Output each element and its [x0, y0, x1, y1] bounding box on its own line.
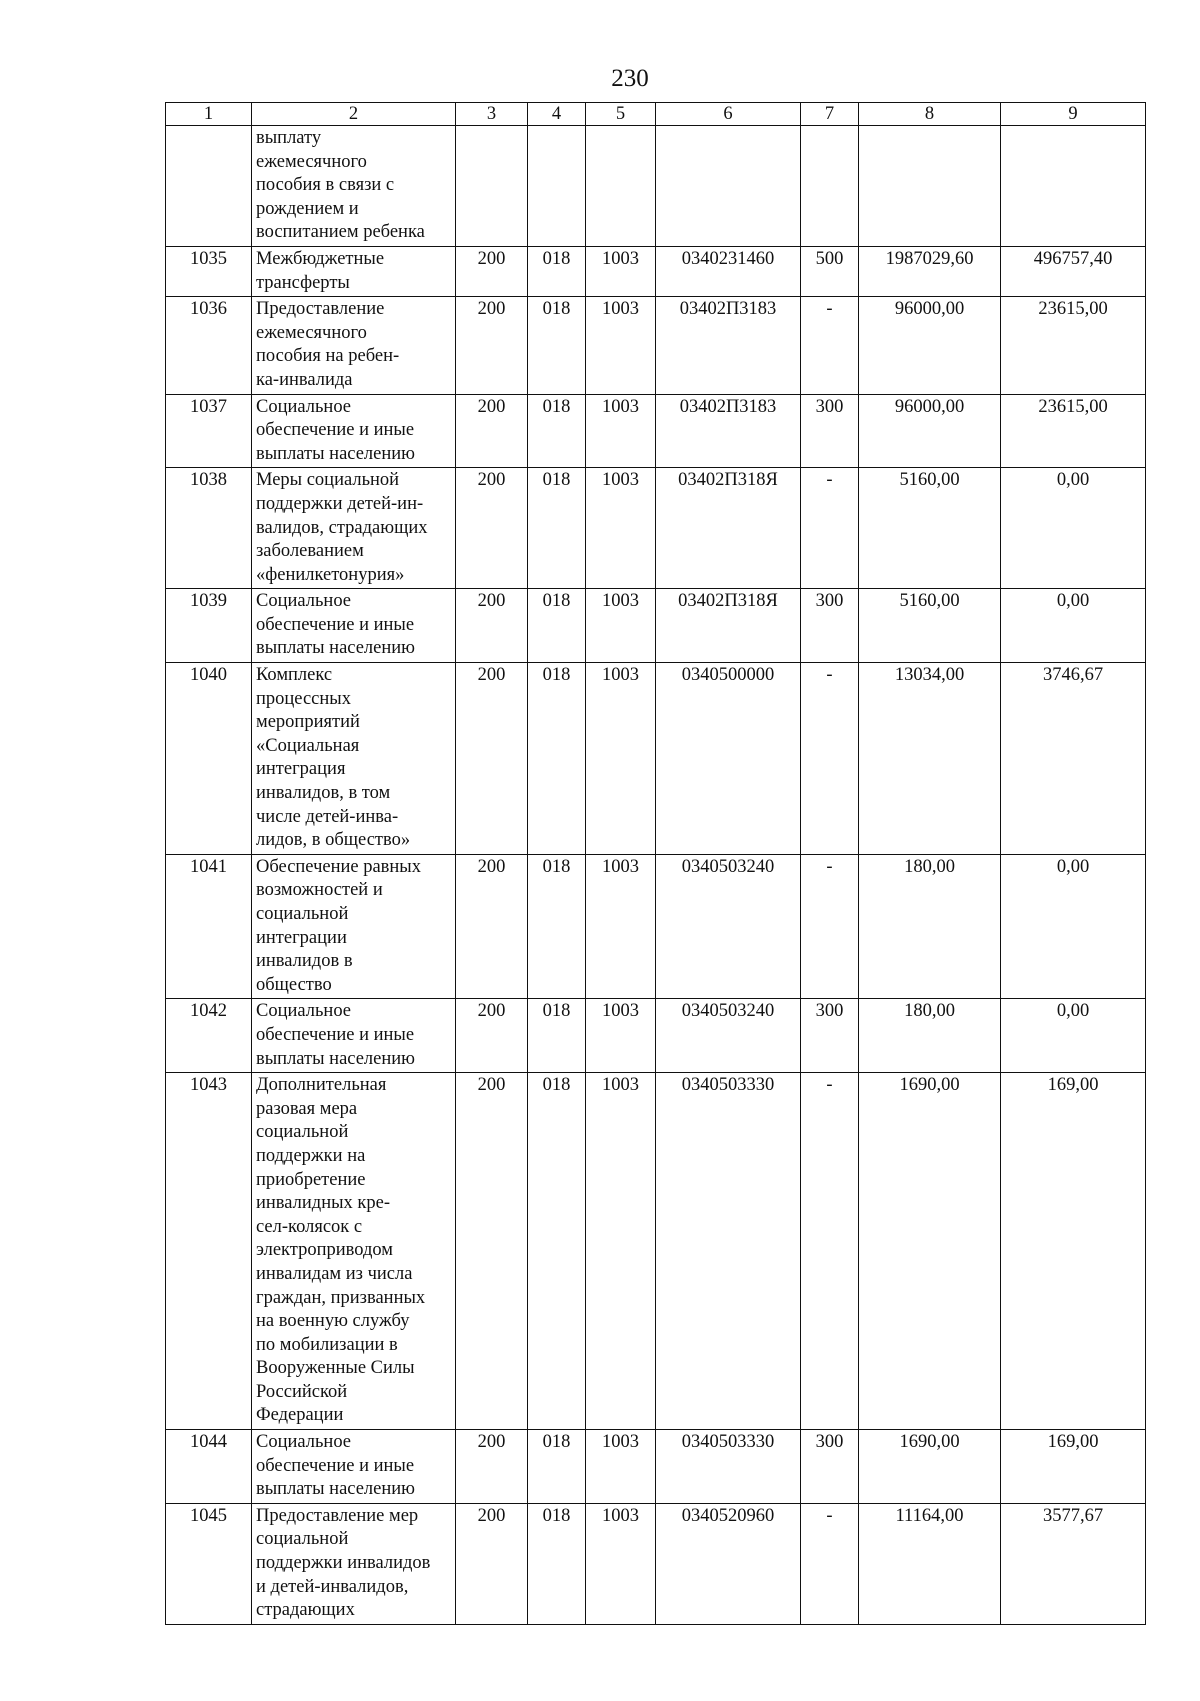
- target-article-code: 03402П318Я: [656, 589, 801, 663]
- expense-type-code: -: [801, 1503, 859, 1624]
- item-name-line: Вооруженные Силы: [256, 1358, 415, 1379]
- item-name-line: Социальное: [256, 1001, 352, 1022]
- amount-executed: 3746,67: [1001, 663, 1146, 855]
- item-name-line: выплаты населению: [256, 1048, 415, 1069]
- amount-plan: [859, 126, 1001, 247]
- item-name-line: лидов, в общество»: [256, 830, 411, 851]
- admin-code: 200: [456, 297, 528, 394]
- ministry-code: 018: [528, 1430, 586, 1504]
- item-name-line: Федерации: [256, 1405, 344, 1426]
- amount-executed: 169,00: [1001, 1073, 1146, 1430]
- section-code: 1003: [586, 1073, 656, 1430]
- column-header: 4: [528, 103, 586, 126]
- amount-executed: 0,00: [1001, 854, 1146, 999]
- ministry-code: 018: [528, 999, 586, 1073]
- admin-code: 200: [456, 1503, 528, 1624]
- item-name-line: по мобилизации в: [256, 1334, 398, 1355]
- item-name-line: обеспечение и иные: [256, 1455, 415, 1476]
- item-name-line: числе детей-инва-: [256, 806, 399, 827]
- item-name: [252, 1503, 456, 1624]
- section-code: 1003: [586, 999, 656, 1073]
- ministry-code: 018: [528, 468, 586, 589]
- item-name: [252, 246, 456, 296]
- section-code: 1003: [586, 589, 656, 663]
- item-name-line: Предоставление мер: [256, 1505, 419, 1526]
- admin-code: 200: [456, 589, 528, 663]
- amount-executed: 0,00: [1001, 589, 1146, 663]
- table-row: [166, 1073, 1146, 1430]
- row-number: 1042: [166, 999, 252, 1073]
- item-name-line: и детей-инвалидов,: [256, 1576, 409, 1597]
- item-name-line: сел-колясок с: [256, 1216, 363, 1237]
- item-name: [252, 394, 456, 468]
- item-name-line: Социальное: [256, 396, 352, 417]
- row-number: 1037: [166, 394, 252, 468]
- amount-executed: 169,00: [1001, 1430, 1146, 1504]
- ministry-code: 018: [528, 1073, 586, 1430]
- column-header: 6: [656, 103, 801, 126]
- amount-plan: 1690,00: [859, 1073, 1001, 1430]
- amount-executed: 3577,67: [1001, 1503, 1146, 1624]
- item-name-line: мероприятий: [256, 712, 360, 733]
- table-row: [166, 394, 1146, 468]
- section-code: 1003: [586, 297, 656, 394]
- item-name-line: инвалидов, в том: [256, 783, 391, 804]
- amount-executed: 0,00: [1001, 999, 1146, 1073]
- admin-code: 200: [456, 663, 528, 855]
- row-number: 1035: [166, 246, 252, 296]
- expense-type-code: 300: [801, 1430, 859, 1504]
- table-row: [166, 999, 1146, 1073]
- column-header: 2: [252, 103, 456, 126]
- item-name: [252, 297, 456, 394]
- item-name-line: на военную службу: [256, 1311, 410, 1332]
- amount-plan: 180,00: [859, 999, 1001, 1073]
- item-name-line: интеграция: [256, 759, 346, 780]
- section-code: 1003: [586, 1430, 656, 1504]
- row-number: 1039: [166, 589, 252, 663]
- amount-plan: 96000,00: [859, 297, 1001, 394]
- column-header: 3: [456, 103, 528, 126]
- amount-executed: 0,00: [1001, 468, 1146, 589]
- item-name-line: Обеспечение равных: [256, 856, 421, 877]
- amount-plan: 13034,00: [859, 663, 1001, 855]
- admin-code: 200: [456, 394, 528, 468]
- row-number: 1044: [166, 1430, 252, 1504]
- item-name-line: Предоставление: [256, 299, 385, 320]
- header-row: [166, 103, 1146, 126]
- table-row: [166, 246, 1146, 296]
- item-name-line: выплаты населению: [256, 638, 415, 659]
- item-name-line: трансферты: [256, 272, 350, 293]
- amount-plan: 11164,00: [859, 1503, 1001, 1624]
- item-name-line: ежемесячного: [256, 151, 367, 172]
- ministry-code: 018: [528, 297, 586, 394]
- item-name-line: страдающих: [256, 1600, 355, 1621]
- row-number: 1041: [166, 854, 252, 999]
- admin-code: [456, 126, 528, 247]
- expense-type-code: -: [801, 297, 859, 394]
- column-header: 7: [801, 103, 859, 126]
- item-name-line: Комплекс: [256, 665, 333, 686]
- section-code: 1003: [586, 246, 656, 296]
- item-name-line: социальной: [256, 904, 349, 924]
- target-article-code: 03402П3183: [656, 394, 801, 468]
- column-header: 9: [1001, 103, 1146, 126]
- item-name-line: приобретение: [256, 1169, 366, 1190]
- item-name-line: интеграции: [256, 927, 347, 948]
- row-number: 1043: [166, 1073, 252, 1430]
- section-code: 1003: [586, 854, 656, 999]
- amount-plan: 1987029,60: [859, 246, 1001, 296]
- amount-plan: 180,00: [859, 854, 1001, 999]
- ministry-code: 018: [528, 854, 586, 999]
- item-name-line: обеспечение и иные: [256, 420, 415, 441]
- item-name-line: инвалидов в: [256, 951, 353, 972]
- section-code: 1003: [586, 394, 656, 468]
- row-number: 1045: [166, 1503, 252, 1624]
- column-header: 1: [166, 103, 252, 126]
- expense-type-code: -: [801, 663, 859, 855]
- item-name-line: Меры социальной: [256, 470, 400, 491]
- row-number: 1040: [166, 663, 252, 855]
- item-name-line: электроприводом: [256, 1240, 393, 1261]
- row-number: [166, 126, 252, 247]
- item-name-line: Социальное: [256, 591, 352, 612]
- item-name-line: обеспечение и иные: [256, 1024, 415, 1045]
- item-name-line: заболеванием: [256, 541, 364, 562]
- column-header: 5: [586, 103, 656, 126]
- amount-executed: 23615,00: [1001, 297, 1146, 394]
- item-name-line: «Социальная: [256, 735, 360, 756]
- item-name-line: поддержки детей-ин-: [256, 493, 424, 514]
- admin-code: 200: [456, 854, 528, 999]
- item-name: [252, 468, 456, 589]
- admin-code: 200: [456, 468, 528, 589]
- expense-type-code: -: [801, 854, 859, 999]
- expense-type-code: -: [801, 468, 859, 589]
- target-article-code: 03402П318Я: [656, 468, 801, 589]
- ministry-code: 018: [528, 394, 586, 468]
- admin-code: 200: [456, 246, 528, 296]
- item-name-line: инвалидам из числа: [256, 1263, 413, 1284]
- item-name: [252, 999, 456, 1073]
- expense-type-code: 300: [801, 394, 859, 468]
- expense-type-code: 500: [801, 246, 859, 296]
- row-number: 1038: [166, 468, 252, 589]
- table-row: [166, 1430, 1146, 1504]
- admin-code: 200: [456, 1073, 528, 1430]
- table-row: [166, 663, 1146, 855]
- table-row: [166, 468, 1146, 589]
- column-header: 8: [859, 103, 1001, 126]
- item-name: [252, 589, 456, 663]
- item-name-line: возможностей и: [256, 880, 383, 901]
- item-name: [252, 663, 456, 855]
- item-name-line: рождением и: [256, 198, 359, 219]
- ministry-code: 018: [528, 589, 586, 663]
- table-row: [166, 1503, 1146, 1624]
- amount-executed: [1001, 126, 1146, 247]
- item-name-line: инвалидных кре-: [256, 1193, 391, 1214]
- item-name-line: обеспечение и иные: [256, 614, 415, 635]
- target-article-code: 0340231460: [656, 246, 801, 296]
- item-name-line: поддержки инвалидов: [256, 1553, 431, 1574]
- item-name: [252, 1430, 456, 1504]
- item-name-line: граждан, призванных: [256, 1287, 426, 1308]
- table-row: [166, 589, 1146, 663]
- ministry-code: [528, 126, 586, 247]
- item-name-line: пособия в связи с: [256, 175, 395, 196]
- table-body: [166, 126, 1146, 1625]
- target-article-code: 0340500000: [656, 663, 801, 855]
- amount-plan: 5160,00: [859, 589, 1001, 663]
- table-row: [166, 126, 1146, 247]
- expense-type-code: -: [801, 1073, 859, 1430]
- ministry-code: 018: [528, 663, 586, 855]
- target-article-code: [656, 126, 801, 247]
- item-name-line: пособия на ребен-: [256, 346, 400, 367]
- item-name-line: валидов, страдающих: [256, 517, 428, 538]
- item-name-line: социальной: [256, 1529, 349, 1550]
- item-name-line: социальной: [256, 1122, 349, 1143]
- item-name-line: Межбюджетные: [256, 248, 385, 269]
- ministry-code: 018: [528, 1503, 586, 1624]
- item-name-line: воспитанием ребенка: [256, 222, 425, 243]
- page-number: 230: [611, 65, 649, 92]
- admin-code: 200: [456, 1430, 528, 1504]
- item-name-line: общество: [256, 974, 332, 995]
- section-code: 1003: [586, 468, 656, 589]
- item-name-line: поддержки на: [256, 1145, 366, 1166]
- budget-table: [165, 102, 1146, 1625]
- amount-plan: 5160,00: [859, 468, 1001, 589]
- table-row: [166, 297, 1146, 394]
- admin-code: 200: [456, 999, 528, 1073]
- item-name-line: Социальное: [256, 1432, 352, 1453]
- item-name-line: выплаты населению: [256, 1479, 415, 1500]
- item-name: [252, 1073, 456, 1430]
- ministry-code: 018: [528, 246, 586, 296]
- item-name: [252, 126, 456, 247]
- item-name-line: ка-инвалида: [256, 369, 353, 390]
- amount-executed: 23615,00: [1001, 394, 1146, 468]
- item-name-line: разовая мера: [256, 1098, 358, 1119]
- item-name-line: выплату: [256, 128, 322, 148]
- target-article-code: 0340520960: [656, 1503, 801, 1624]
- item-name-line: ежемесячного: [256, 322, 367, 343]
- target-article-code: 0340503240: [656, 854, 801, 999]
- table-row: [166, 854, 1146, 999]
- target-article-code: 03402П3183: [656, 297, 801, 394]
- section-code: 1003: [586, 663, 656, 855]
- item-name-line: процессных: [256, 688, 351, 709]
- section-code: 1003: [586, 1503, 656, 1624]
- amount-plan: 1690,00: [859, 1430, 1001, 1504]
- item-name: [252, 854, 456, 999]
- row-number: 1036: [166, 297, 252, 394]
- target-article-code: 0340503330: [656, 1073, 801, 1430]
- expense-type-code: [801, 126, 859, 247]
- item-name-line: Российской: [256, 1381, 348, 1402]
- section-code: [586, 126, 656, 247]
- amount-plan: 96000,00: [859, 394, 1001, 468]
- item-name-line: Дополнительная: [256, 1075, 387, 1096]
- item-name-line: «фенилкетонурия»: [256, 564, 405, 585]
- amount-executed: 496757,40: [1001, 246, 1146, 296]
- expense-type-code: 300: [801, 999, 859, 1073]
- item-name-line: выплаты населению: [256, 443, 415, 464]
- expense-type-code: 300: [801, 589, 859, 663]
- target-article-code: 0340503330: [656, 1430, 801, 1504]
- target-article-code: 0340503240: [656, 999, 801, 1073]
